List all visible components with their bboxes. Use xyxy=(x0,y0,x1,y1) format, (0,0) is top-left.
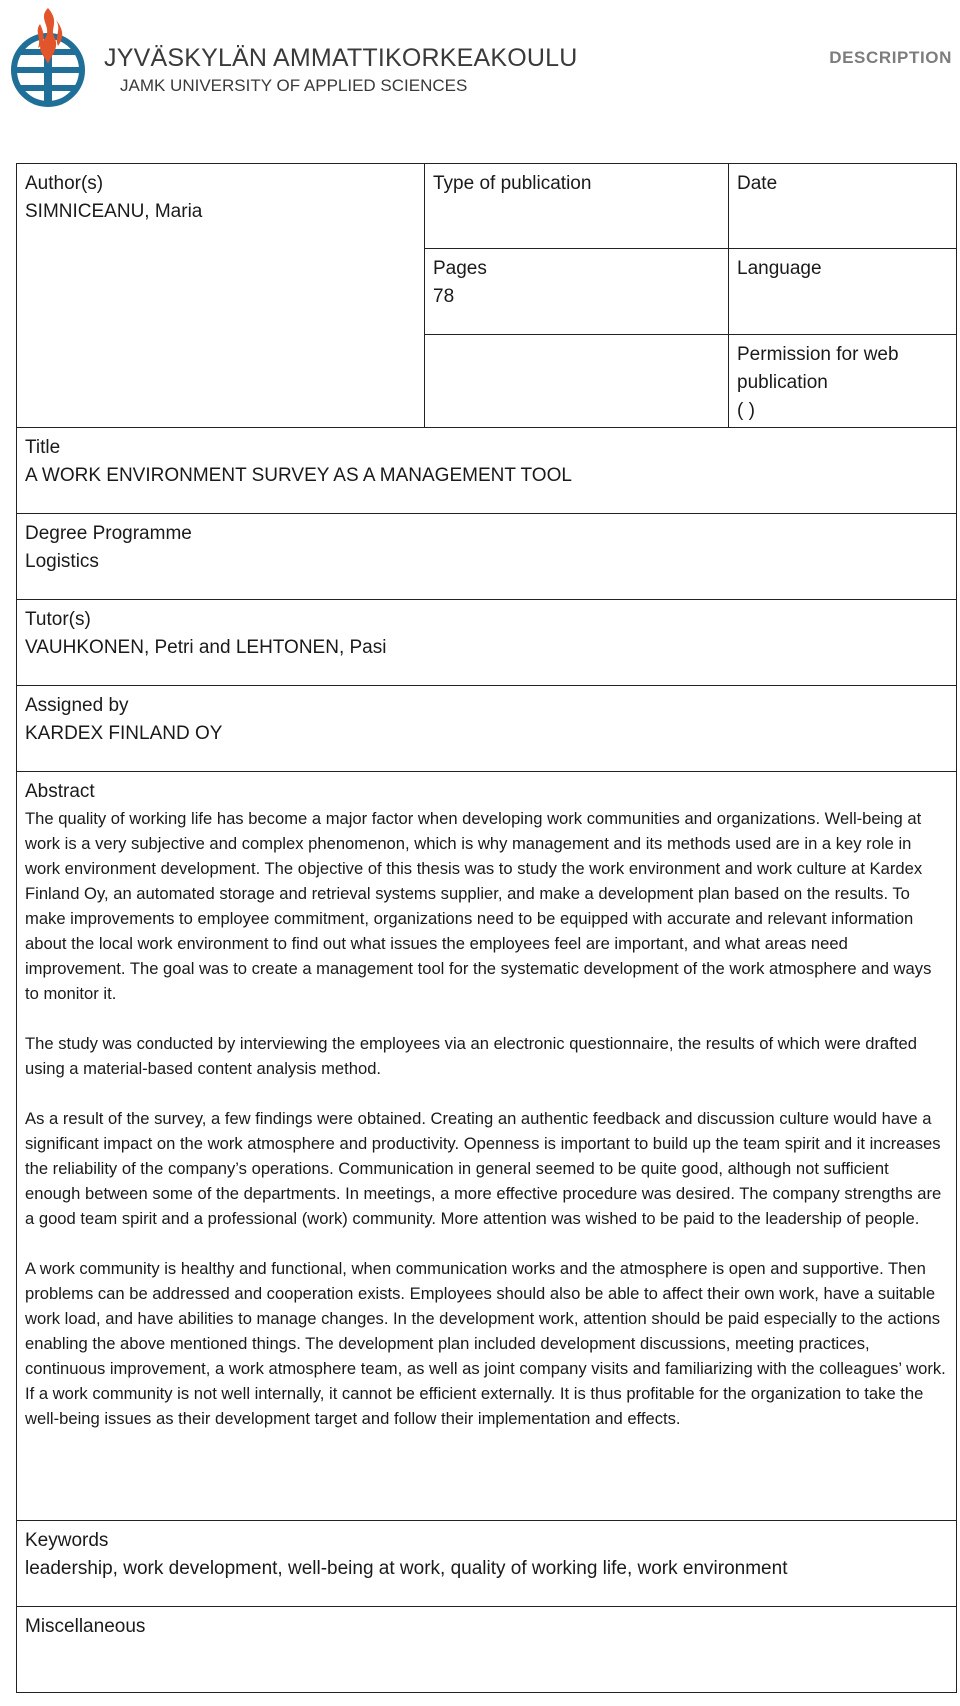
type-of-publication-cell xyxy=(424,163,729,249)
date-cell xyxy=(728,163,957,249)
institution-name-english: JAMK UNIVERSITY OF APPLIED SCIENCES xyxy=(120,76,468,95)
type-of-publication-label: Type of publication xyxy=(433,173,592,194)
assigned-by-value: KARDEX FINLAND OY xyxy=(25,723,223,744)
keywords-value: leadership, work development, well-being at work, quality of working life, work environment xyxy=(25,1558,788,1579)
web-permission-label: Permission for web publication xyxy=(737,344,899,393)
abstract-paragraph: The study was conducted by interviewing the employees via an electronic questionnaire, the results of which were drafted using a material-based content analysis method. xyxy=(25,1034,917,1078)
abstract-label: Abstract xyxy=(25,781,95,802)
jamk-flame-globe-logo-icon xyxy=(6,6,90,110)
description-form xyxy=(16,163,957,1703)
abstract-paragraph: The quality of working life has become a major factor when developing work communities and organizations. Well-being at work is a very subjective and complex phenomenon, which is why management and its methods used are in a key role in work environment development. The objective of this thesis was to study the work environment and work culture at Kardex Finland Oy, an automated storage and retrieval systems supplier, and make a development plan based on the results. To make improvements to employee commitment, organizations need to be equipped with accurate and relevant information about the local work environment to find out what issues the employees feel are important, and what areas need improvement. The goal was to create a management tool for the systematic development of the work atmosphere and ways to monitor it. xyxy=(25,809,932,1003)
keywords-label: Keywords xyxy=(25,1530,109,1551)
degree-programme-label: Degree Programme xyxy=(25,523,192,544)
title-value: A WORK ENVIRONMENT SURVEY AS A MANAGEMENT TOOL xyxy=(25,465,572,486)
pages-label: Pages xyxy=(433,258,487,279)
empty-cell xyxy=(424,334,729,428)
institution-name-finnish: JYVÄSKYLÄN AMMATTIKORKEAKOULU xyxy=(104,44,578,72)
pages-value: 78 xyxy=(433,286,455,307)
tutors-label: Tutor(s) xyxy=(25,609,91,630)
author-value: SIMNICEANU, Maria xyxy=(25,201,203,222)
keywords-cell xyxy=(16,1520,957,1607)
title-label: Title xyxy=(25,437,61,458)
tutors-cell xyxy=(16,599,957,686)
tutors-value: VAUHKONEN, Petri and LEHTONEN, Pasi xyxy=(25,637,387,658)
web-permission-cell xyxy=(728,334,957,428)
assigned-by-label: Assigned by xyxy=(25,695,129,716)
miscellaneous-label: Miscellaneous xyxy=(25,1616,146,1637)
author-label: Author(s) xyxy=(25,173,104,194)
abstract-paragraph: A work community is healthy and functional, when communication works and the atmosphere is open and supportive. Then problems can be addressed and cooperation exists. Employees should also be able to affect their own work, have a suitable work load, and have abilities to manage changes. In the development work, attention should be paid especially to the actions enabling the above mentioned things. The development plan included development discussions, meeting practices, continuous improvement, a work atmosphere team, as well as joint company visits and familiarizing with the colleagues’ work. If a work community is not well internally, it cannot be efficient externally. It is thus profitable for the organization to take the well-being issues as their development target and follow their implementation and effects. xyxy=(25,1259,946,1428)
web-permission-checkbox[interactable]: ( ) xyxy=(737,400,755,421)
pages-cell xyxy=(424,248,729,335)
title-cell xyxy=(16,427,957,514)
abstract-cell xyxy=(16,771,957,1521)
page-header xyxy=(0,0,960,150)
degree-programme-value: Logistics xyxy=(25,551,99,572)
abstract-paragraph: As a result of the survey, a few findings were obtained. Creating an authentic feedback and discussion culture would have a significant impact on the work atmosphere and productivity. Openness is important to build up the team spirit and it increases the reliability of the company’s operations. Communication in general seemed to be quite good, although not sufficient enough between some of the departments. In meetings, a more effective procedure was desired. The company strengths are a good team spirit and a professional (work) community. More attention was wished to be paid to the leadership of people. xyxy=(25,1109,942,1228)
date-label: Date xyxy=(737,173,778,194)
miscellaneous-cell xyxy=(16,1606,957,1693)
assigned-by-cell xyxy=(16,685,957,772)
document-type-label: DESCRIPTION xyxy=(829,48,952,67)
language-cell xyxy=(728,248,957,335)
degree-programme-cell xyxy=(16,513,957,600)
language-label: Language xyxy=(737,258,822,279)
author-cell xyxy=(16,163,425,428)
